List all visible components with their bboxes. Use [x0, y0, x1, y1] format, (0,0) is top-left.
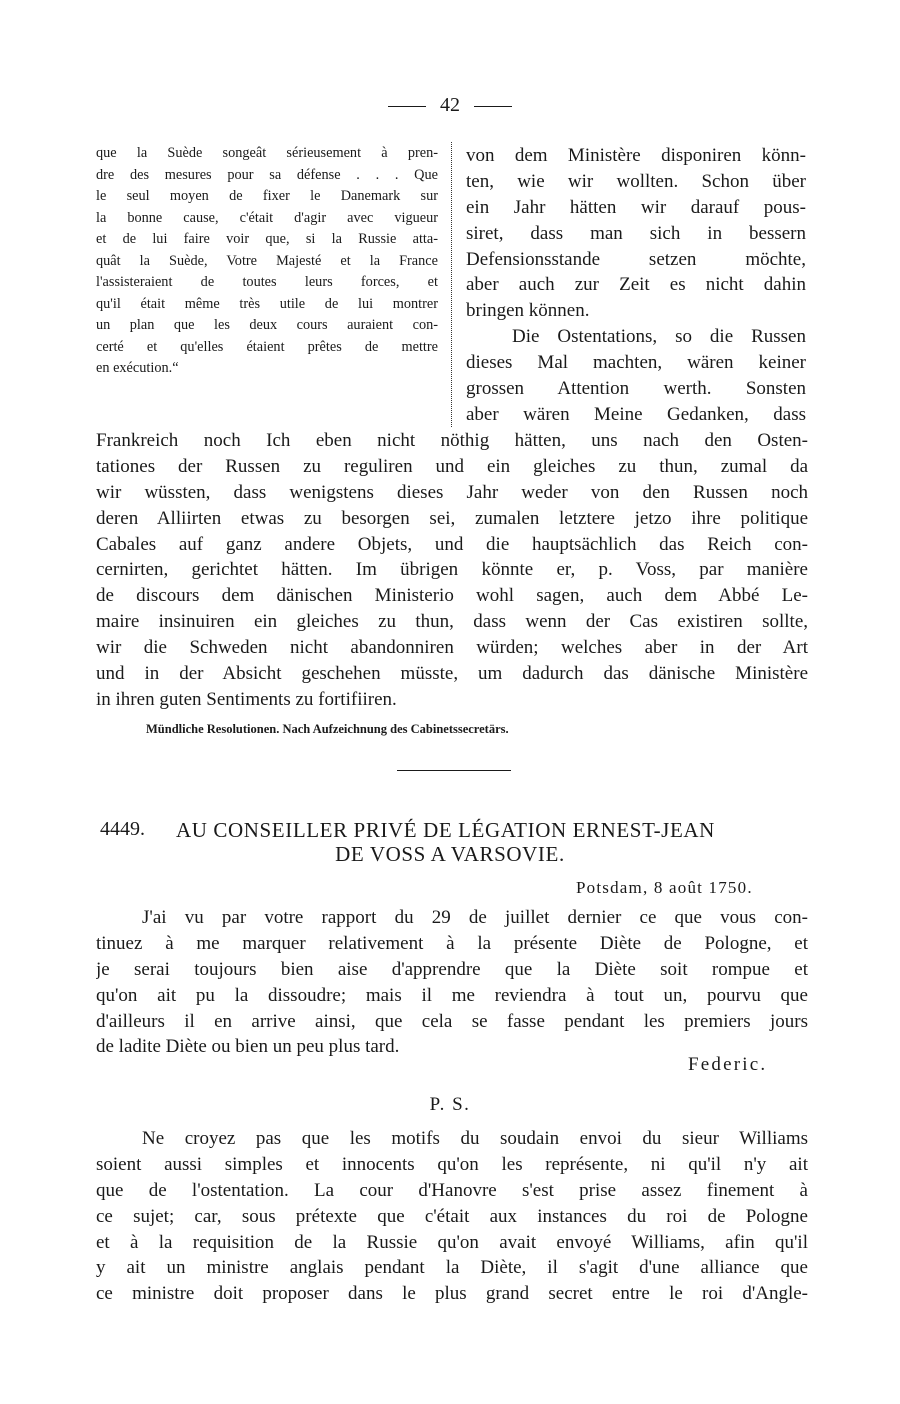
body-line: cernirten, gerichtet hätten. Im übrigen könnte er, p. Voss, par manière: [96, 559, 808, 581]
letter-heading: AU CONSEILLER PRIVÉ DE LÉGATION ERNEST-JEAN: [176, 818, 715, 842]
body-line: wir die Schweden nicht abandonniren würden; welches aber in der Art: [96, 637, 808, 659]
header-dash-left: [388, 106, 426, 107]
letter-date: Potsdam, 8 août 1750.: [576, 878, 753, 897]
body-line: und in der Absicht geschehen müsste, um dadurch das dänische Ministère: [96, 663, 808, 685]
right-line: Die Ostentations, so die Russen: [512, 326, 806, 348]
body-line: de discours dem dänischen Ministerio wohl sagen, auch dem Abbé Le-: [96, 585, 808, 607]
body-line: Frankreich noch Ich eben nicht nöthig hätten, uns nach den Osten-: [96, 430, 808, 451]
right-line: siret, dass man sich in bessern: [466, 222, 806, 244]
postscript-body: [96, 1126, 808, 1307]
body-line: wir wüssten, dass wenigstens dieses Jahr weder von den Russen noch: [96, 481, 808, 503]
body-line: in ihren guten Sentiments zu fortifiiren.: [96, 688, 397, 710]
letter-heading-continued: DE VOSS A VARSOVIE.: [335, 842, 565, 866]
left-line: un plan que les deux cours auraient con-: [96, 317, 438, 333]
body-line: tationes der Russen zu reguliren und ein gleiches zu thun, zumal da: [96, 455, 808, 477]
right-line: dieses Mal machten, wären keiner: [466, 352, 806, 374]
letter-line: d'ailleurs il en arrive ainsi, que cela se fasse pendant les premiers jours: [96, 1010, 808, 1032]
body-line: deren Alliirten etwas zu besorgen sei, zumalen letztere jetzo ihre politique: [96, 507, 808, 529]
left-line: que la Suède songeât sérieusement à pren-: [96, 145, 438, 161]
left-line: le seul moyen de fixer le Danemark sur: [96, 188, 438, 204]
right-line: ein Jahr hätten wir darauf pous-: [466, 196, 806, 218]
page-header: [0, 94, 900, 117]
left-line: certé et qu'elles étaient prêtes de mettre: [96, 338, 438, 355]
postscript-line: Ne croyez pas que les motifs du soudain envoi du sieur Williams: [142, 1128, 808, 1149]
letter-line: qu'on ait pu la dissoudre; mais il me reviendra à tout un, pourvu que: [96, 984, 808, 1006]
postscript-line: et à la requisition de la Russie qu'on avait envoyé Williams, afin qu'il: [96, 1231, 808, 1253]
signature: Federic.: [688, 1054, 768, 1075]
left-line: la bonne cause, c'était d'agir avec vigueur: [96, 209, 438, 226]
right-line: bringen können.: [466, 300, 590, 322]
source-note: Mündliche Resolutionen. Nach Aufzeichnung des Cabinetssecretärs.: [146, 722, 509, 736]
postscript-line: ce ministre doit proposer dans le plus grand secret entre le roi d'Angle-: [96, 1283, 808, 1305]
postscript-line: que de l'ostentation. La cour d'Hanovre s'est prise assez finement à: [96, 1179, 808, 1201]
right-line: grossen Attention werth. Sonsten: [466, 378, 806, 400]
left-line: et de lui faire voir que, si la Russie atta-: [96, 231, 438, 247]
right-line: aber auch zur Zeit es nicht dahin: [466, 274, 806, 296]
right-column-text: [466, 143, 806, 428]
right-line: von dem Ministère disponiren könn-: [466, 145, 806, 166]
body-line: maire insinuiren ein gleiches zu thun, dass wenn der Cas existiren sollte,: [96, 611, 808, 633]
postscript-line: ce sujet; car, sous prétexte que c'était aux instances du roi de Pologne: [96, 1205, 808, 1227]
postscript-line: soient aussi simples et innocents qu'on les représente, ni qu'il n'y ait: [96, 1153, 808, 1175]
right-line: aber wären Meine Gedanken, dass: [466, 403, 806, 425]
body-line: Cabales auf ganz andere Objets, und die hauptsächlich das Reich con-: [96, 533, 808, 555]
section-rule: [397, 770, 511, 771]
left-line: dre des mesures pour sa défense . . . Que: [96, 166, 438, 183]
page-number: 42: [440, 94, 460, 116]
full-width-paragraph: [96, 428, 808, 713]
left-column-quote: [96, 143, 438, 380]
postscript-line: y ait un ministre anglais pendant la Diète, il s'agit d'une alliance que: [96, 1257, 808, 1279]
letter-line: je serai toujours bien aise d'apprendre que la Diète soit rompue et: [96, 958, 808, 980]
left-line: en exécution.“: [96, 360, 179, 376]
postscript-heading: P. S.: [429, 1094, 471, 1115]
letter-line: tinuez à me marquer relativement à la présente Diète de Pologne, et: [96, 932, 808, 954]
left-line: l'assisteraient de toutes leurs forces, et: [96, 274, 438, 290]
header-dash-right: [474, 106, 512, 107]
left-line: quât la Suède, Votre Majesté et la France: [96, 252, 438, 269]
left-line: qu'il était même très utile de lui montrer: [96, 295, 438, 312]
letter-body: [96, 905, 808, 1060]
letter-line: de ladite Diète ou bien un peu plus tard.: [96, 1036, 400, 1058]
right-line: Defensionsstande setzen möchte,: [466, 248, 806, 270]
document-number: 4449.: [100, 818, 145, 840]
column-divider: [451, 142, 452, 427]
letter-line: J'ai vu par votre rapport du 29 de juillet dernier ce que vous con-: [142, 907, 808, 928]
right-line: ten, wie wir wollten. Schon über: [466, 170, 806, 192]
